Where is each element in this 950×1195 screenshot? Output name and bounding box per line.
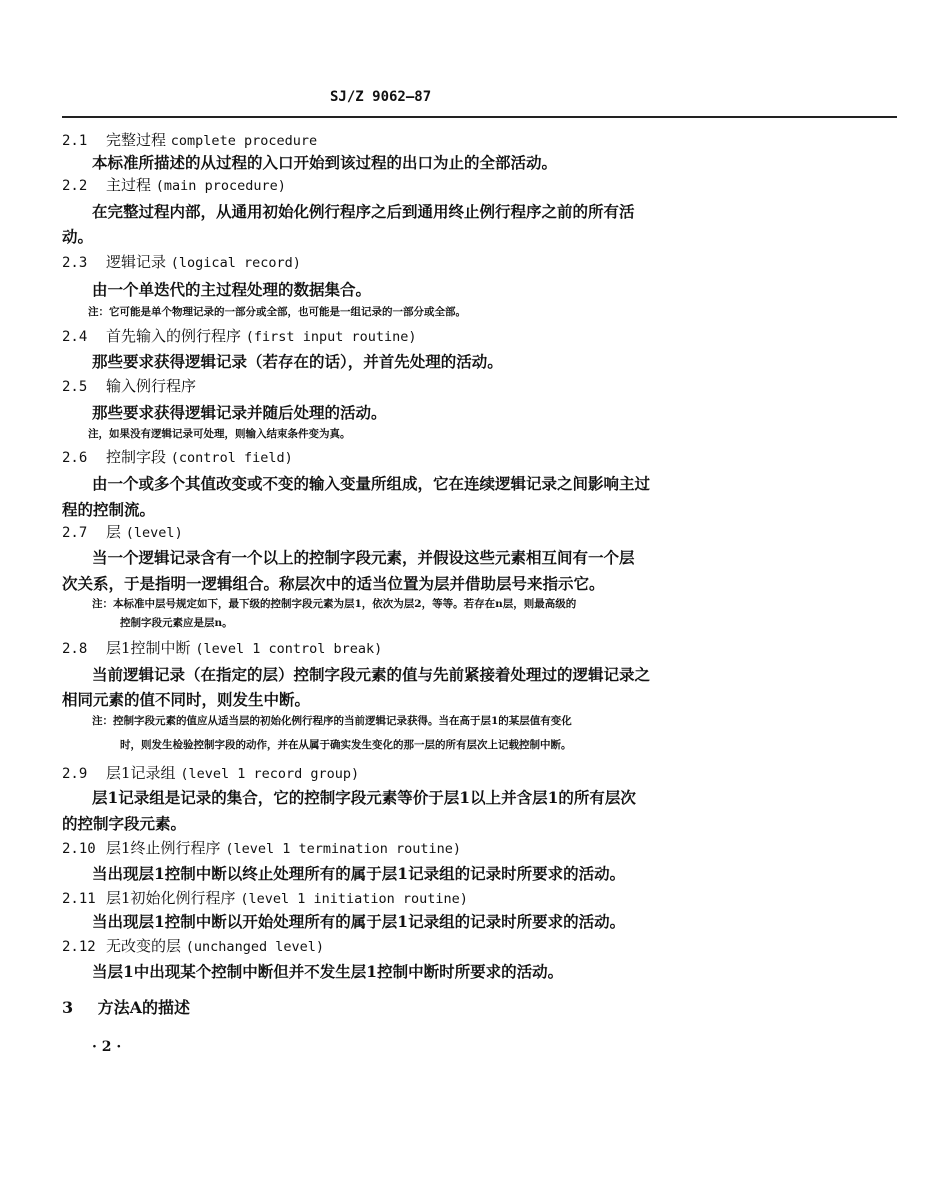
section-english-term: (level 1 record group)	[180, 766, 360, 782]
document-code-header: SJ/Z 9062—87	[330, 89, 432, 105]
section-heading	[62, 939, 324, 955]
section-title: 层1控制中断	[106, 639, 191, 657]
section-english-term: (level 1 termination routine)	[225, 841, 462, 857]
section-heading	[62, 841, 461, 857]
section-title: 控制字段	[106, 448, 167, 466]
section-english-term: (level 1 control break)	[195, 641, 383, 657]
header-rule	[62, 116, 897, 118]
note-line: 注，如果没有逻辑记录可处理，则输入结束条件变为真。	[88, 428, 351, 440]
section-title: 无改变的层	[106, 937, 182, 955]
section-number: 2.11	[62, 891, 96, 907]
section-heading	[62, 450, 293, 466]
section-number: 2.2	[62, 178, 88, 194]
note-line: 注：本标准中层号规定如下，最下级的控制字段元素为层1，依次为层2，等等。若存在n层，则最高级的	[92, 598, 577, 610]
section-heading	[62, 379, 196, 395]
section-heading	[62, 891, 468, 907]
section-title: 层1初始化例行程序	[106, 889, 236, 907]
section-heading	[62, 133, 317, 149]
section-heading	[62, 178, 286, 194]
body-line: 由一个单迭代的主过程处理的数据集合。	[92, 280, 372, 299]
section-number: 2.12	[62, 939, 96, 955]
chapter-heading	[62, 1000, 190, 1016]
body-line: 层1记录组是记录的集合，它的控制字段元素等价于层1以上并含层1的所有层次	[92, 788, 636, 807]
body-line: 次关系，于是指明一逻辑组合。称层次中的适当位置为层并借助层号来指示它。	[62, 574, 605, 593]
note-line: 控制字段元素应是层n。	[120, 617, 233, 629]
body-line: 程的控制流。	[62, 500, 156, 519]
note-line: 注：控制字段元素的值应从适当层的初始化例行程序的当前逻辑记录获得。当在高于层1的某层值有变化	[92, 715, 572, 727]
section-heading	[62, 525, 183, 541]
section-title: 层	[106, 523, 122, 541]
section-number: 2.1	[62, 133, 88, 149]
body-line: 那些要求获得逻辑记录（若存在的话），并首先处理的活动。	[92, 352, 503, 371]
section-heading	[62, 641, 382, 657]
section-title: 逻辑记录	[106, 253, 167, 271]
section-title: 层1记录组	[106, 764, 176, 782]
section-english-term: (level)	[125, 525, 183, 541]
note-line: 时，则发生检验控制字段的动作，并在从属于确实发生变化的那一层的所有层次上记载控制中断。	[120, 739, 572, 751]
body-line: 当出现层1控制中断以终止处理所有的属于层1记录组的记录时所要求的活动。	[92, 864, 626, 883]
section-english-term: (unchanged level)	[185, 939, 324, 955]
body-line: 由一个或多个其值改变或不变的输入变量所组成，它在连续逻辑记录之间影响主过	[92, 474, 651, 493]
body-line: 那些要求获得逻辑记录并随后处理的活动。	[92, 403, 387, 422]
body-line: 当一个逻辑记录含有一个以上的控制字段元素，并假设这些元素相互间有一个层	[92, 548, 635, 567]
section-english-term: complete procedure	[170, 133, 318, 149]
section-english-term: (main procedure)	[155, 178, 286, 194]
section-title: 首先输入的例行程序	[106, 327, 242, 345]
section-english-term: (logical record)	[170, 255, 301, 271]
section-number: 2.9	[62, 766, 88, 782]
body-line: 动。	[62, 227, 94, 246]
body-line: 的控制字段元素。	[62, 814, 187, 833]
section-title: 完整过程	[106, 131, 167, 149]
section-english-term: (control field)	[170, 450, 293, 466]
section-number: 2.3	[62, 255, 88, 271]
body-line: 当出现层1控制中断以开始处理所有的属于层1记录组的记录时所要求的活动。	[92, 912, 626, 931]
section-title: 主过程	[106, 176, 152, 194]
body-line: 当前逻辑记录（在指定的层）控制字段元素的值与先前紧接着处理过的逻辑记录之	[92, 665, 651, 684]
note-line: 注：它可能是单个物理记录的一部分或全部，也可能是一组记录的一部分或全部。	[88, 306, 466, 318]
section-number: 2.10	[62, 841, 96, 857]
section-english-term: (level 1 initiation routine)	[240, 891, 468, 907]
section-number: 2.6	[62, 450, 88, 466]
section-title: 层1终止例行程序	[106, 839, 221, 857]
section-number: 2.7	[62, 525, 88, 541]
body-line: 在完整过程内部，从通用初始化例行程序之后到通用终止例行程序之前的所有活	[92, 202, 635, 221]
section-number: 2.4	[62, 329, 88, 345]
section-english-term: (first input routine)	[245, 329, 417, 345]
section-number: 2.8	[62, 641, 88, 657]
chapter-title: 方法A的描述	[97, 998, 190, 1017]
page-number: · 2 ·	[92, 1039, 122, 1055]
body-line: 当层1中出现某个控制中断但并不发生层1控制中断时所要求的活动。	[92, 962, 564, 981]
section-title: 输入例行程序	[106, 377, 197, 395]
section-heading	[62, 766, 359, 782]
section-number: 2.5	[62, 379, 88, 395]
chapter-number: 3	[62, 998, 74, 1017]
section-heading	[62, 255, 301, 271]
body-line: 本标准所描述的从过程的入口开始到该过程的出口为止的全部活动。	[92, 153, 558, 172]
body-line: 相同元素的值不同时，则发生中断。	[62, 690, 311, 709]
section-heading	[62, 329, 416, 345]
